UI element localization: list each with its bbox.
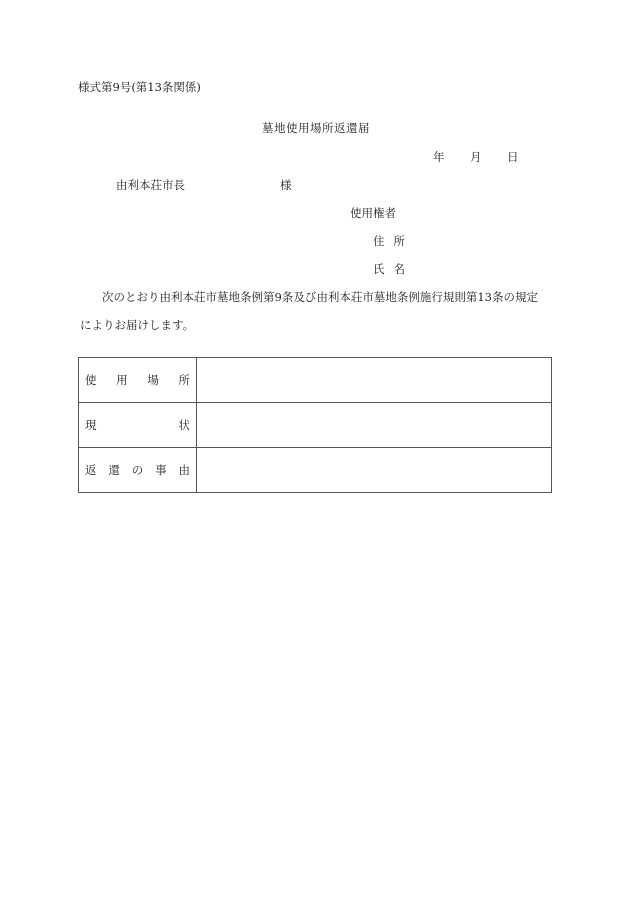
date-year-label: 年 [433,150,445,164]
row-label-current-state [79,403,197,448]
label-char: 返 [85,463,97,477]
applicant-name-label: 氏名 [373,262,414,276]
applicant-address-label: 住所 [373,234,414,248]
label-char: 用 [116,373,128,387]
label-char: 現 [85,418,97,432]
input-use-location[interactable] [197,358,552,403]
label-char: 状 [178,418,190,432]
date-day-label: 日 [507,150,519,164]
input-return-reason[interactable] [197,448,552,493]
body-text-line-2: によりお届けします。 [80,318,195,332]
table-row [79,403,552,448]
form-number: 様式第9号(第13条関係) [78,80,201,94]
body-text-line-1: 次のとおり由利本荘市墓地条例第9条及び由利本荘市墓地条例施行規則第13条の規定 [102,290,538,304]
label-char: 由 [178,463,190,477]
document-title: 墓地使用場所返還届 [262,121,370,135]
recipient-honorific: 様 [280,178,292,192]
label-char: 所 [178,373,190,387]
applicant-user-label: 使用権者 [350,206,396,220]
label-char: の [131,463,144,477]
table-row [79,358,552,403]
label-char: 事 [155,463,167,477]
date-month-label: 月 [470,150,482,164]
table-row [79,448,552,493]
label-char: 場 [147,373,159,387]
form-table [78,357,552,493]
row-label-return-reason [79,448,197,493]
row-label-use-location [79,358,197,403]
label-char: 使 [85,373,97,387]
label-char: 還 [108,463,120,477]
recipient-name: 由利本荘市長 [116,178,185,192]
input-current-state[interactable] [197,403,552,448]
